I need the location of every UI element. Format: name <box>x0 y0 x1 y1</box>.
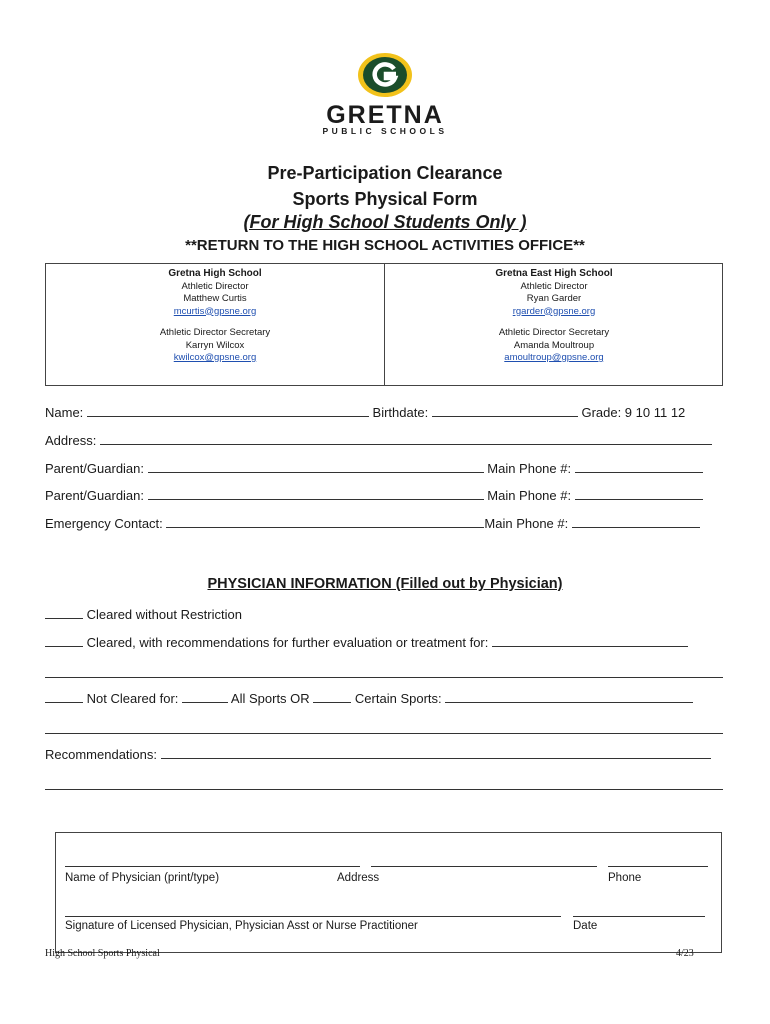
footer-date: 4/23 <box>676 948 694 959</box>
cleared-label: Cleared without Restriction <box>86 607 242 622</box>
recommendations-field-line[interactable] <box>45 789 723 790</box>
contact-name: Ryan Garder <box>526 293 582 304</box>
contact-gretna-high <box>46 268 384 365</box>
row-cleared-rec <box>45 634 688 650</box>
row-recommendations <box>45 746 711 762</box>
contact-name: Amanda Moultroup <box>513 339 595 351</box>
gretna-logo <box>358 53 412 97</box>
not-cleared-check-field[interactable] <box>45 690 83 703</box>
brand-name: GRETNA <box>326 101 444 129</box>
parent-field[interactable] <box>148 487 484 500</box>
phone-label: Main Phone #: <box>484 516 569 531</box>
brand-subtitle: PUBLIC SCHOOLS <box>322 126 448 136</box>
parent-label: Parent/Guardian: <box>45 461 145 476</box>
emergency-label: Emergency Contact: <box>45 516 163 531</box>
row-parent-1 <box>45 460 703 476</box>
grade-label: Grade: 9 10 11 12 <box>581 405 686 420</box>
date-label: Date <box>573 920 598 932</box>
row-emergency <box>45 515 700 531</box>
cleared-rec-label: Cleared, with recommendations for further evaluation or treatment for: <box>86 635 489 650</box>
form-title: Pre-Participation Clearance <box>267 163 503 183</box>
parent-label: Parent/Guardian: <box>45 488 145 503</box>
certain-sports-field[interactable] <box>445 690 693 703</box>
row-name <box>45 404 685 420</box>
row-address <box>45 432 712 448</box>
contact-name: Matthew Curtis <box>183 293 247 304</box>
row-parent-2 <box>45 487 703 503</box>
phone-field[interactable] <box>575 460 703 473</box>
return-instruction: **RETURN TO THE HIGH SCHOOL ACTIVITIES OFFICE** <box>185 237 585 254</box>
school-name: Gretna High School <box>168 268 262 279</box>
signature-label: Signature of Licensed Physician, Physician Asst or Nurse Practitioner <box>65 920 418 932</box>
physician-name-field[interactable] <box>65 866 360 867</box>
form-audience: (For High School Students Only ) <box>243 212 527 232</box>
contact-gretna-east <box>385 268 723 365</box>
address-field[interactable] <box>100 432 712 445</box>
g-letter-icon <box>370 62 400 88</box>
email-link[interactable]: kwilcox@gpsne.org <box>173 352 257 363</box>
role: Athletic Director <box>520 280 588 292</box>
contact-name: Karryn Wilcox <box>185 339 245 351</box>
phone-field[interactable] <box>575 487 703 500</box>
row-cleared <box>45 606 242 622</box>
name-field[interactable] <box>87 404 369 417</box>
physician-phone-field[interactable] <box>608 866 708 867</box>
school-name: Gretna East High School <box>495 268 613 279</box>
signature-field[interactable] <box>65 916 561 917</box>
cleared-rec-check-field[interactable] <box>45 634 83 647</box>
role: Athletic Director <box>181 280 249 292</box>
physician-address-field[interactable] <box>371 866 597 867</box>
cleared-rec-field-line[interactable] <box>45 677 723 678</box>
physician-address-label: Address <box>337 872 380 884</box>
emergency-field[interactable] <box>166 515 484 528</box>
parent-field[interactable] <box>148 460 484 473</box>
form-subtitle: Sports Physical Form <box>292 189 478 209</box>
all-sports-label: All Sports OR <box>230 691 310 706</box>
logo-emblem <box>363 57 407 93</box>
email-link[interactable]: rgarder@gpsne.org <box>512 305 596 317</box>
address-label: Address: <box>45 433 97 448</box>
email-link[interactable]: mcurtis@gpsne.org <box>173 305 257 317</box>
cleared-check-field[interactable] <box>45 606 83 619</box>
name-label: Name: <box>45 405 84 420</box>
certain-sports-check-field[interactable] <box>313 690 351 703</box>
recommendations-label: Recommendations: <box>45 747 157 762</box>
phone-label: Main Phone #: <box>487 461 572 476</box>
phone-label: Main Phone #: <box>487 488 572 503</box>
all-sports-check-field[interactable] <box>182 690 228 703</box>
phone-field[interactable] <box>572 515 700 528</box>
not-cleared-label: Not Cleared for: <box>86 691 179 706</box>
physician-phone-label: Phone <box>608 872 642 884</box>
birthdate-label: Birthdate: <box>372 405 429 420</box>
role: Athletic Director Secretary <box>498 327 610 338</box>
certain-sports-field-line[interactable] <box>45 733 723 734</box>
certain-sports-label: Certain Sports: <box>354 691 442 706</box>
email-link[interactable]: amoultroup@gpsne.org <box>504 352 604 363</box>
footer-title: High School Sports Physical <box>45 948 160 959</box>
date-field[interactable] <box>573 916 705 917</box>
cleared-rec-field[interactable] <box>492 634 688 647</box>
physician-heading: PHYSICIAN INFORMATION (Filled out by Physician) <box>207 576 563 592</box>
recommendations-field[interactable] <box>161 746 711 759</box>
birthdate-field[interactable] <box>432 404 578 417</box>
row-not-cleared <box>45 690 693 706</box>
physician-signature-box <box>55 832 722 953</box>
role: Athletic Director Secretary <box>159 327 271 338</box>
physician-name-label: Name of Physician (print/type) <box>65 872 220 884</box>
